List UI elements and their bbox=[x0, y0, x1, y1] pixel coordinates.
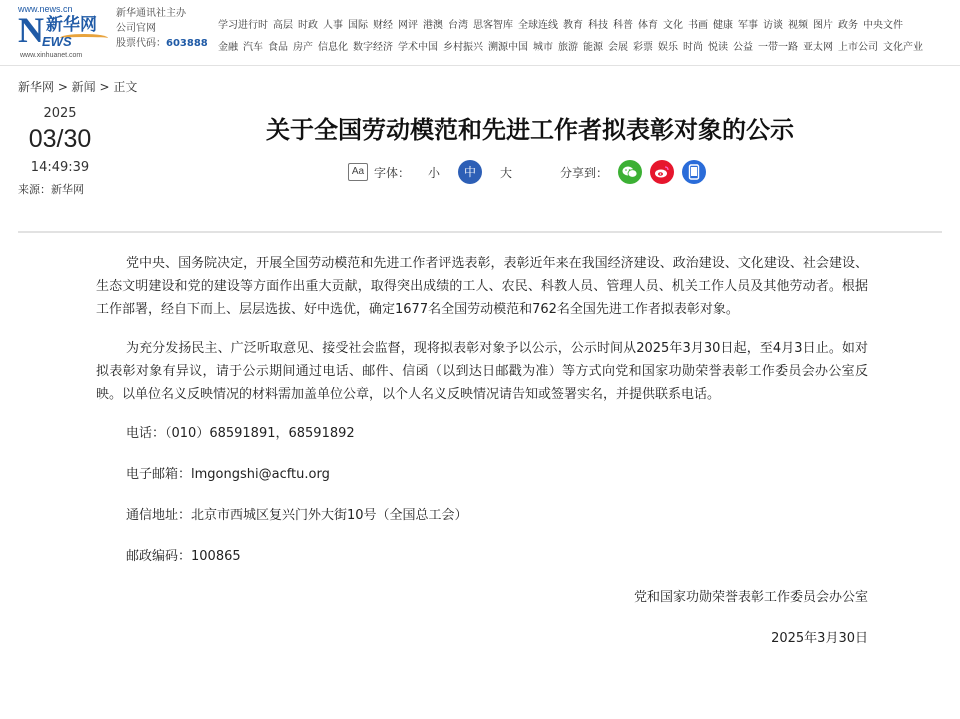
weibo-icon bbox=[654, 165, 670, 179]
nav-link[interactable]: 网评 bbox=[398, 19, 418, 31]
article-paragraph-2: 为充分发扬民主、广泛听取意见、接受社会监督，现将拟表彰对象予以公示，公示时间从2025年3月30日起，至4月3日止。如对拟表彰对象有异议，请于公示期间通过电话、邮件、信函（以到达日邮戳为准）等方式向党和国家功勋荣誉表彰工作委员会办公室反映。以单位名义反映情况的材料需加盖单位公章，以个人名义反映情况请告知或签署实名，并提供联系电话。 bbox=[96, 341, 868, 402]
nav-row-1 bbox=[218, 12, 948, 34]
nav-link[interactable]: 全球连线 bbox=[518, 19, 558, 31]
nav-row-2 bbox=[218, 34, 948, 56]
nav-link[interactable]: 数字经济 bbox=[353, 41, 393, 53]
nav-link[interactable]: 书画 bbox=[688, 19, 708, 31]
font-size-label: 字体： bbox=[374, 165, 411, 180]
nav-link[interactable]: 军事 bbox=[738, 19, 758, 31]
nav-link[interactable]: 视频 bbox=[788, 19, 808, 31]
nav-link[interactable]: 公益 bbox=[733, 41, 753, 53]
xinhua-logo[interactable] bbox=[18, 4, 110, 60]
logo-site-url: www.news.cn bbox=[18, 4, 73, 14]
nav-link[interactable]: 彩票 bbox=[633, 41, 653, 53]
publish-year: 2025 bbox=[43, 106, 77, 121]
nav-link[interactable]: 学习进行时 bbox=[218, 19, 268, 31]
org-line1: 新华通讯社主办 bbox=[116, 8, 186, 19]
nav-link[interactable]: 人事 bbox=[323, 19, 343, 31]
font-size-large-button[interactable]: 大 bbox=[500, 165, 513, 180]
article-sign-date: 2025年3月30日 bbox=[771, 631, 868, 646]
breadcrumb[interactable]: 新华网 > 新闻 > 正文 bbox=[18, 80, 138, 94]
org-line2: 公司官网 bbox=[116, 23, 156, 34]
nav-link[interactable]: 溯源中国 bbox=[488, 41, 528, 53]
nav-link[interactable]: 亚太网 bbox=[803, 41, 833, 53]
header-divider bbox=[18, 231, 942, 233]
nav-link[interactable]: 房产 bbox=[293, 41, 313, 53]
stock-info bbox=[116, 36, 208, 51]
nav-link[interactable]: 会展 bbox=[608, 41, 628, 53]
share-weibo-button[interactable] bbox=[650, 160, 674, 184]
publish-month-day: 03/30 bbox=[28, 125, 92, 153]
contact-address: 通信地址：北京市西城区复兴门外大街10号（全国总工会） bbox=[126, 508, 468, 523]
contact-postcode: 邮政编码：100865 bbox=[126, 549, 241, 564]
nav-link[interactable]: 信息化 bbox=[318, 41, 348, 53]
logo-cn-name: 新华网 bbox=[46, 15, 97, 35]
font-size-small-button[interactable]: 小 bbox=[428, 165, 441, 180]
nav-link[interactable]: 健康 bbox=[713, 19, 733, 31]
nav-link[interactable]: 城市 bbox=[533, 41, 553, 53]
nav-link[interactable]: 高层 bbox=[273, 19, 293, 31]
nav-link[interactable]: 学术中国 bbox=[398, 41, 438, 53]
font-size-icon: Aa bbox=[348, 163, 368, 181]
article-signature: 党和国家功勋荣誉表彰工作委员会办公室 bbox=[633, 590, 868, 605]
nav-link[interactable]: 文化 bbox=[663, 19, 683, 31]
nav-link[interactable]: 时政 bbox=[298, 19, 318, 31]
nav-link[interactable]: 一带一路 bbox=[758, 41, 798, 53]
nav-link[interactable]: 体育 bbox=[638, 19, 658, 31]
site-header bbox=[0, 0, 960, 66]
nav-link[interactable]: 汽车 bbox=[243, 41, 263, 53]
share-label: 分享到： bbox=[560, 165, 609, 180]
share-wechat-button[interactable] bbox=[618, 160, 642, 184]
share-mobile-button[interactable] bbox=[682, 160, 706, 184]
stock-label: 股票代码： bbox=[116, 38, 166, 49]
nav-link[interactable]: 政务 bbox=[838, 19, 858, 31]
nav-link[interactable]: 台湾 bbox=[448, 19, 468, 31]
contact-email: 电子邮箱：lmgongshi@acftu.org bbox=[126, 467, 330, 482]
article-body bbox=[96, 252, 868, 668]
nav-link[interactable]: 财经 bbox=[373, 19, 393, 31]
news-source: 来源：新华网 bbox=[18, 183, 84, 196]
nav-link[interactable]: 金融 bbox=[218, 41, 238, 53]
contact-phone: 电话：（010）68591891，68591892 bbox=[126, 426, 355, 441]
nav-link[interactable]: 中央文件 bbox=[863, 19, 903, 31]
nav-link[interactable]: 食品 bbox=[268, 41, 288, 53]
article-paragraph-1: 党中央、国务院决定，开展全国劳动模范和先进工作者评选表彰，表彰近年来在我国经济建设、政治建设、文化建设、社会建设、生态文明建设和党的建设等方面作出重大贡献，取得突出成绩的工人、农民、科教人员、管理人员、机关工作人员及其他劳动者。根据工作部署，经自下而上、层层选拔、好中选优，确定1677名全国劳动模范和762名全国先进工作者拟表彰对象。 bbox=[96, 256, 868, 317]
publish-time: 14:49:39 bbox=[30, 160, 90, 175]
nav-link[interactable]: 国际 bbox=[348, 19, 368, 31]
nav-link[interactable]: 上市公司 bbox=[838, 41, 878, 53]
article-toolbar bbox=[348, 158, 714, 186]
logo-ews: EWS bbox=[42, 34, 72, 49]
nav-link[interactable]: 图片 bbox=[813, 19, 833, 31]
nav-link[interactable]: 访谈 bbox=[763, 19, 783, 31]
nav-link[interactable]: 时尚 bbox=[683, 41, 703, 53]
nav-link[interactable]: 娱乐 bbox=[658, 41, 678, 53]
nav-link[interactable]: 思客智库 bbox=[473, 19, 513, 31]
wechat-icon bbox=[622, 165, 638, 179]
publish-info bbox=[18, 106, 108, 197]
stock-code[interactable]: 603888 bbox=[166, 38, 208, 49]
nav-link[interactable]: 教育 bbox=[563, 19, 583, 31]
font-size-medium-button[interactable]: 中 bbox=[458, 160, 482, 184]
nav-link[interactable]: 乡村振兴 bbox=[443, 41, 483, 53]
nav-link[interactable]: 文化产业 bbox=[883, 41, 923, 53]
nav-link[interactable]: 科技 bbox=[588, 19, 608, 31]
logo-letter-n: N bbox=[18, 10, 44, 50]
nav-link[interactable]: 旅游 bbox=[558, 41, 578, 53]
article-title: 关于全国劳动模范和先进工作者拟表彰对象的公示 bbox=[266, 116, 794, 144]
org-info bbox=[116, 6, 208, 51]
logo-small-url: www.xinhuanet.com bbox=[20, 52, 83, 59]
nav-link[interactable]: 科普 bbox=[613, 19, 633, 31]
nav-link[interactable]: 能源 bbox=[583, 41, 603, 53]
nav-link[interactable]: 悦读 bbox=[708, 41, 728, 53]
nav-link[interactable]: 港澳 bbox=[423, 19, 443, 31]
top-navigation bbox=[218, 12, 948, 56]
mobile-icon bbox=[688, 164, 700, 180]
